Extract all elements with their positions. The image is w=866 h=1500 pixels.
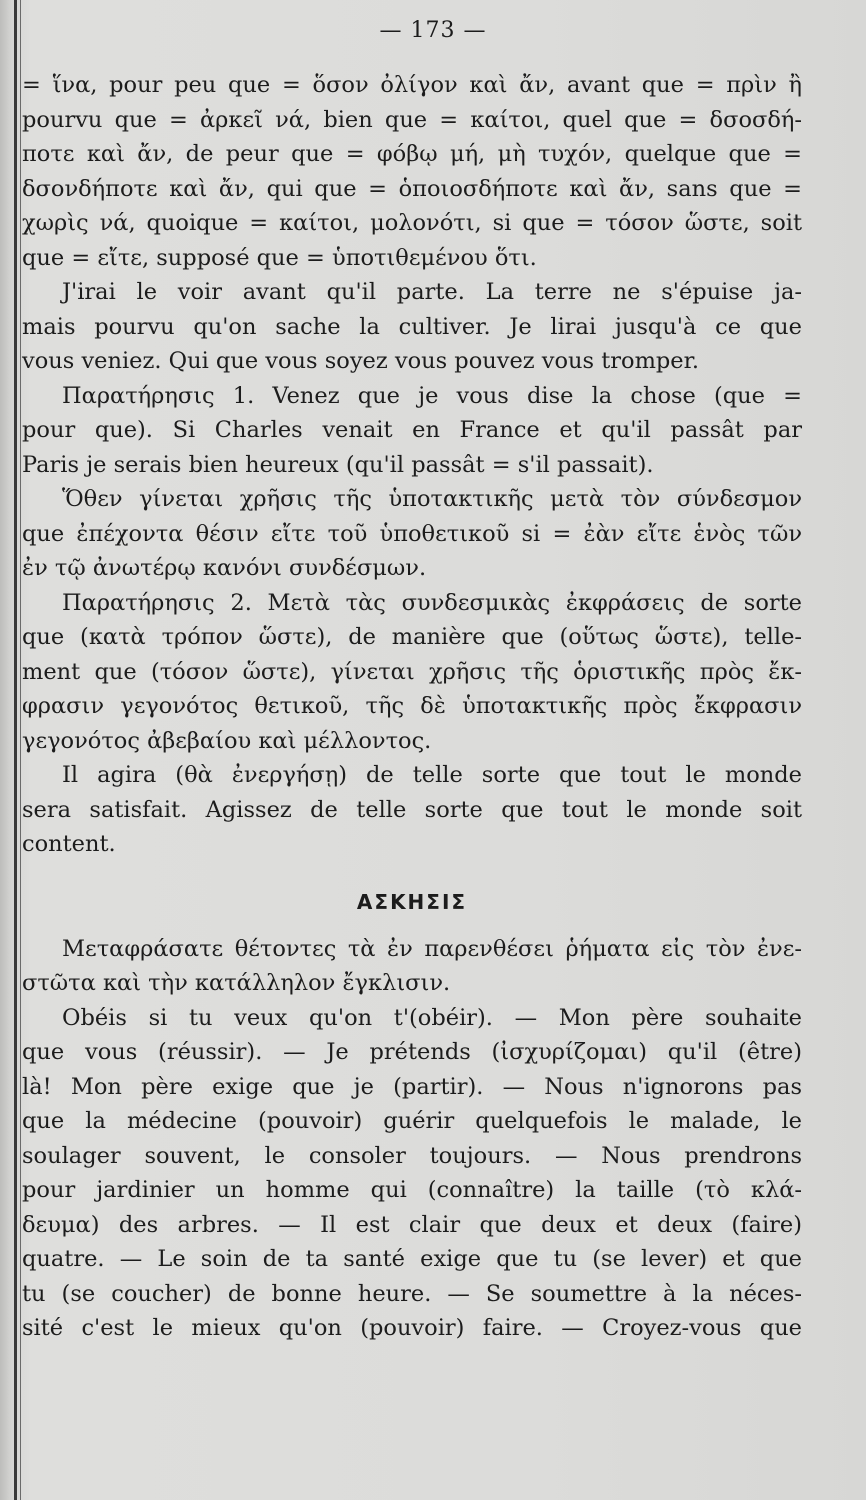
text-line: que ἐπέχοντα θέσιν εἴτε τοῦ ὑποθετικοῦ si = ἐὰν εἴτε ἑνὸς τῶν	[22, 520, 802, 547]
text-line: quatre. — Le soin de ta santé exige que tu (se lever) et que	[22, 1246, 802, 1272]
text-line: χωρὶς νά, quoique = καίτοι, μολονότι, si que = τόσον ὥστε, soit	[22, 210, 802, 236]
section-heading: ΑΣΚΗΣΙΣ	[356, 889, 468, 914]
exercise-sentences	[22, 1001, 802, 1346]
exercise-instructions	[22, 932, 802, 1001]
text-line: Μεταφράσατε θέτοντες τὰ ἐν παρενθέσει ῥήματα εἰς τὸν ἐνε-	[62, 935, 802, 962]
binding-edge-inner	[20, 0, 21, 1500]
text-line: Il agira (θὰ ἐνεργήσῃ) de telle sorte que tout le monde	[62, 762, 802, 788]
text-line: pour que). Si Charles venait en France et qu'il passât par	[22, 417, 802, 443]
text-line: φρασιν γεγονότος θετικοῦ, τῆς δὲ ὑποτακτικῆς πρὸς ἔκφρασιν	[22, 693, 802, 719]
paragraph-examples	[22, 275, 802, 379]
text-line: ment que (τόσον ὥστε), γίνεται χρῆσις τῆς ὁριστικῆς πρὸς ἔκ-	[22, 658, 802, 685]
text-line: = ἵνα, pour peu que = ὅσον ὀλίγον καὶ ἄν, avant que = πρὶν ἢ	[22, 72, 802, 98]
text-line: Παρατήρησις 1. Venez que je vous dise la chose (que =	[62, 382, 802, 409]
text-line: Obéis si tu veux qu'on t'(obéir). — Mon père souhaite	[62, 1004, 802, 1031]
paragraph-examples-2	[22, 758, 802, 862]
page-number: — 173 —	[379, 18, 487, 43]
paragraph-remark-2	[22, 586, 802, 759]
text-line: Παρατήρησις 2. Μετὰ τὰς συνδεσμικὰς ἐκφράσεις de sorte	[62, 589, 802, 616]
text-line: que la médecine (pouvoir) guérir quelquefois le malade, le	[22, 1108, 802, 1134]
text-line: tu (se coucher) de bonne heure. — Se soumettre à la néces-	[22, 1280, 802, 1307]
text-line: mais pourvu qu'on sache la cultiver. Je lirai jusqu'à ce que	[22, 313, 802, 340]
page-text	[22, 68, 802, 1346]
text-line: sera satisfait. Agissez de telle sorte que tout le monde soit	[22, 796, 802, 823]
text-line: γεγονότος ἀβεβαίου καὶ μέλλοντος.	[22, 727, 432, 754]
text-line: que = εἴτε, supposé que = ὑποτιθεμένου ὅτι.	[22, 244, 537, 271]
text-line: pourvu que = ἀρκεῖ νά, bien que = καίτοι, quel que = δσοσδή-	[22, 106, 802, 133]
text-line: vous veniez. Qui que vous soyez vous pouvez vous tromper.	[22, 348, 700, 374]
text-line: sité c'est le mieux qu'on (pouvoir) faire. — Croyez-vous que	[22, 1315, 802, 1341]
text-line: pour jardinier un homme qui (connaître) la taille (τὸ κλά-	[22, 1177, 802, 1203]
text-line: ἐν τῷ ἀνωτέρῳ κανόνι συνδέσμων.	[22, 555, 427, 581]
text-line: ποτε καὶ ἄν, de peur que = φόβῳ μή, μὴ τυχόν, quelque que =	[22, 141, 802, 167]
paragraph-remark-1	[22, 379, 802, 483]
text-line: δευμα) des arbres. — Il est clair que deux et deux (faire)	[22, 1211, 802, 1238]
text-line: Ὅθεν γίνεται χρῆσις τῆς ὑποτακτικῆς μετὰ τὸν σύνδεσμον	[62, 486, 802, 512]
binding-edge	[14, 0, 17, 1500]
text-line: J'irai le voir avant qu'il parte. La terre ne s'épuise ja-	[62, 279, 802, 305]
text-line: que vous (réussir). — Je prétends (ἰσχυρίζομαι) qu'il (être)	[22, 1039, 802, 1065]
text-line: que (κατὰ τρόπον ὥστε), de manière que (οὕτως ὥστε), telle-	[22, 624, 802, 650]
text-line: soulager souvent, le consoler toujours. — Nous prendrons	[22, 1142, 802, 1169]
paragraph-conjunctions	[22, 68, 802, 275]
text-line: δσονδήποτε καὶ ἄν, qui que = ὁποιοσδήποτε καὶ ἄν, sans que =	[22, 175, 802, 202]
paragraph-usage	[22, 482, 802, 586]
text-line: Paris je serais bien heureux (qu'il passât = s'il passait).	[22, 451, 654, 478]
text-line: content.	[22, 831, 116, 857]
text-line: là! Mon père exige que je (partir). — Nous n'ignorons pas	[22, 1073, 802, 1100]
text-line: στῶτα καὶ τὴν κατάλληλον ἔγκλισιν.	[22, 970, 451, 996]
